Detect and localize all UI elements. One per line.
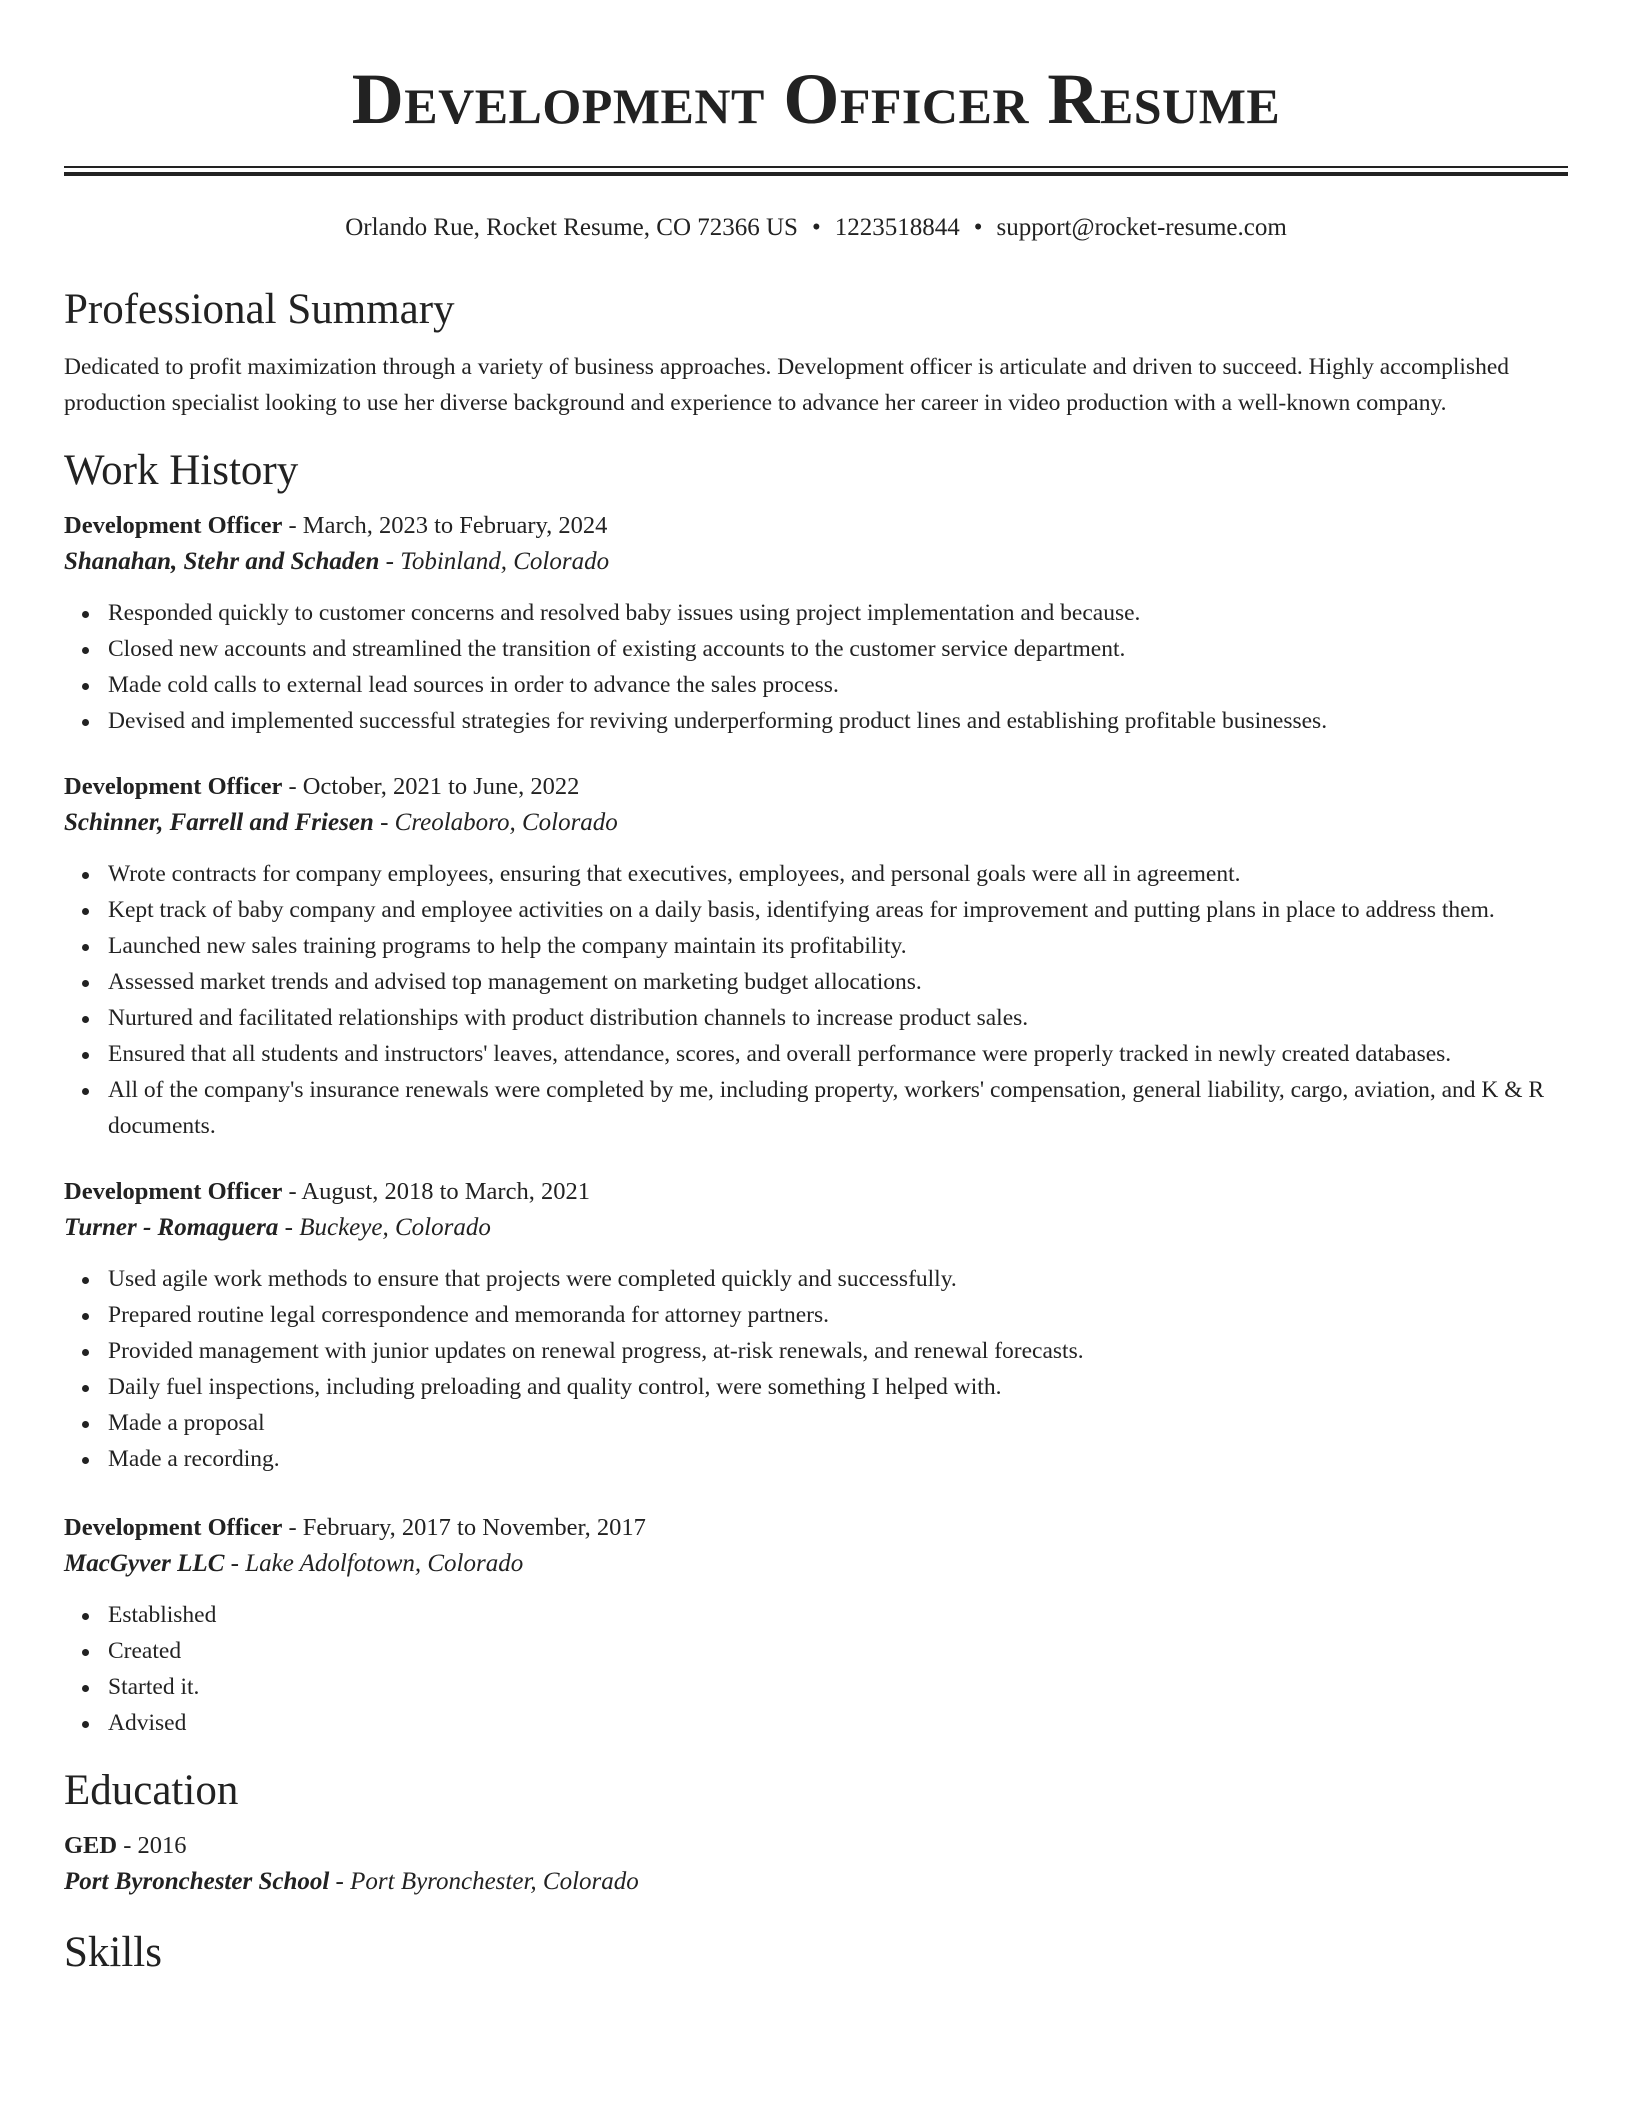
job-bullets [64, 1261, 1568, 1477]
education-heading: Education [64, 1767, 239, 1814]
job-location: - Buckeye, Colorado [278, 1214, 491, 1241]
job-bullet: Responded quickly to customer concerns and resolved baby issues using project implementation and because. [64, 595, 1568, 631]
skills-heading: Skills [64, 1929, 162, 1976]
job-bullet: Made cold calls to external lead sources in order to advance the sales process. [64, 667, 1568, 703]
contact-line [64, 212, 1568, 244]
education-entry [64, 1829, 1568, 1901]
job-title: Development Officer [64, 1514, 283, 1541]
contact-separator: • [811, 214, 821, 241]
job-title-line [64, 770, 1568, 804]
job-company-line [64, 1545, 1568, 1583]
job-bullet: Ensured that all students and instructors' leaves, attendance, scores, and overall performance were properly tracked in newly created databases. [64, 1036, 1568, 1072]
job-bullet: Daily fuel inspections, including preloading and quality control, were something I helped with. [64, 1369, 1568, 1405]
education-degree: GED [64, 1832, 118, 1859]
education-degree-line [64, 1829, 1568, 1863]
education-year: - 2016 [117, 1832, 187, 1859]
title-divider [64, 166, 1568, 176]
job-bullets [64, 595, 1568, 739]
job-title-line [64, 1511, 1568, 1545]
job-bullet: Provided management with junior updates on renewal progress, at-risk renewals, and renewal forecasts. [64, 1333, 1568, 1369]
job-bullet: Used agile work methods to ensure that projects were completed quickly and successfully. [64, 1261, 1568, 1297]
job-company: MacGyver LLC [64, 1550, 225, 1577]
contact-separator: • [973, 214, 983, 241]
job-bullet: Prepared routine legal correspondence and memoranda for attorney partners. [64, 1297, 1568, 1333]
job-entry [64, 770, 1568, 1144]
summary-text: Dedicated to profit maximization through a variety of business approaches. Development officer is articulate and driven to succeed. Highly accomplished production specialist looking to use her diverse background and experience to advance her career in video production with a well-known company. [64, 354, 1509, 416]
job-bullet: Wrote contracts for company employees, ensuring that executives, employees, and personal goals were all in agreement. [64, 856, 1568, 892]
education-school: Port Byronchester School [64, 1868, 330, 1895]
summary-heading: Professional Summary [64, 286, 455, 333]
job-company-line [64, 1209, 1568, 1247]
work-history-heading: Work History [64, 447, 299, 494]
job-location: - Lake Adolfotown, Colorado [224, 1550, 524, 1577]
job-bullet: Kept track of baby company and employee activities on a daily basis, identifying areas for improvement and putting plans in place to address them. [64, 892, 1568, 928]
job-bullet: Advised [64, 1705, 1568, 1741]
contact-address: Orlando Rue, Rocket Resume, CO 72366 US [345, 214, 798, 241]
education-location: - Port Byronchester, Colorado [329, 1868, 639, 1895]
job-bullet: Devised and implemented successful strategies for reviving underperforming product lines and establishing profitable businesses. [64, 703, 1568, 739]
job-entry [64, 1511, 1568, 1741]
education-school-line [64, 1863, 1568, 1901]
job-bullet: Closed new accounts and streamlined the transition of existing accounts to the customer service department. [64, 631, 1568, 667]
job-bullet: Made a recording. [64, 1441, 1568, 1477]
job-bullet: Assessed market trends and advised top management on marketing budget allocations. [64, 964, 1568, 1000]
job-entry [64, 509, 1568, 739]
job-title-line [64, 509, 1568, 543]
job-company: Schinner, Farrell and Friesen [64, 809, 374, 836]
job-title: Development Officer [64, 512, 283, 539]
contact-email: support@rocket-resume.com [996, 214, 1287, 241]
job-company: Shanahan, Stehr and Schaden [64, 548, 380, 575]
job-title: Development Officer [64, 773, 283, 800]
resume-title: Development Officer Resume [351, 59, 1281, 139]
job-location: - Creolaboro, Colorado [373, 809, 618, 836]
job-bullet: Made a proposal [64, 1405, 1568, 1441]
job-title: Development Officer [64, 1178, 283, 1205]
job-entry [64, 1175, 1568, 1477]
job-dates: - October, 2021 to June, 2022 [282, 773, 580, 800]
job-bullet: Established [64, 1597, 1568, 1633]
contact-phone: 1223518844 [834, 214, 960, 241]
job-bullets [64, 856, 1568, 1144]
job-dates: - August, 2018 to March, 2021 [282, 1178, 590, 1205]
job-bullet: Launched new sales training programs to help the company maintain its profitability. [64, 928, 1568, 964]
resume-page [64, 0, 1568, 1979]
job-title-line [64, 1175, 1568, 1209]
job-company-line [64, 804, 1568, 842]
job-dates: - March, 2023 to February, 2024 [282, 512, 608, 539]
job-bullets [64, 1597, 1568, 1741]
job-company-line [64, 543, 1568, 581]
job-dates: - February, 2017 to November, 2017 [282, 1514, 646, 1541]
job-bullet: All of the company's insurance renewals were completed by me, including property, workers' compensation, general liability, cargo, aviation, and K & R documents. [64, 1072, 1568, 1144]
job-bullet: Nurtured and facilitated relationships with product distribution channels to increase product sales. [64, 1000, 1568, 1036]
job-bullet: Started it. [64, 1669, 1568, 1705]
job-company: Turner - Romaguera [64, 1214, 279, 1241]
job-location: - Tobinland, Colorado [379, 548, 610, 575]
job-bullet: Created [64, 1633, 1568, 1669]
